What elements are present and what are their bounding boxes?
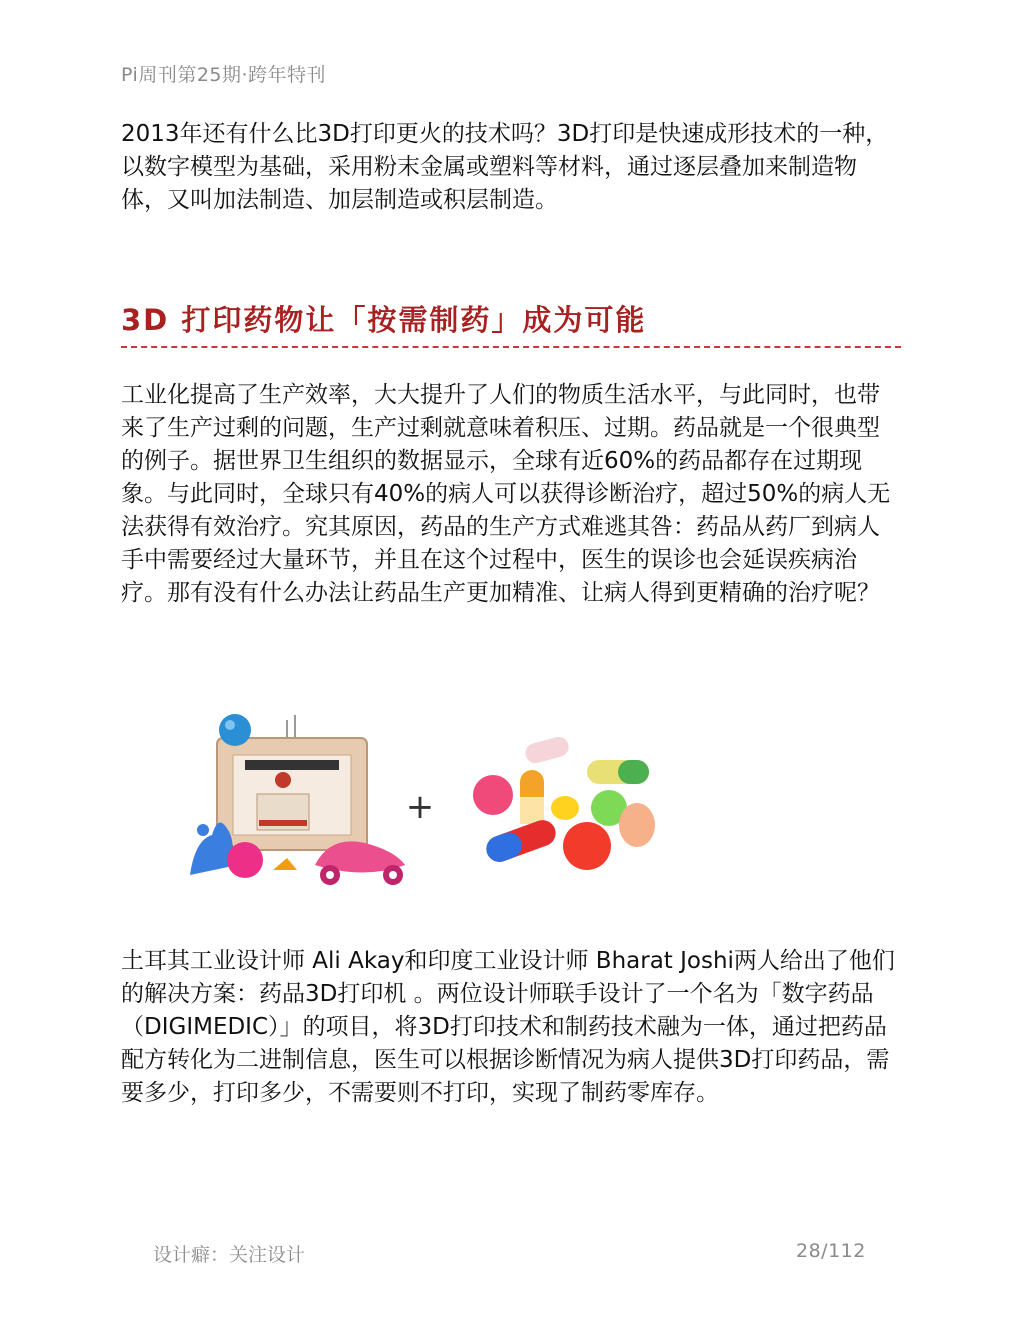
section-title: 3D 打印药物让「按需制药」成为可能: [121, 303, 647, 337]
magazine-header: Pi周刊第25期·跨年特刊: [121, 64, 327, 86]
intro-paragraph: 2013年还有什么比3D打印更火的技术吗？3D打印是快速成形技术的一种，以数字模型为基础，采用粉末金属或塑料等材料，通过逐层叠加来制造物体，又叫加法制造、加层制造或积层制造。: [121, 121, 889, 213]
printer-plus-pills-image: [175, 700, 675, 900]
page-number: 28/112: [796, 1240, 866, 1262]
footer-slogan: 设计癖：关注设计: [153, 1244, 306, 1266]
body-paragraph-2: 土耳其工业设计师 Ali Akay和印度工业设计师 Bharat Joshi两人给出了他们的解决方案：药品3D打印机 。两位设计师联手设计了一个名为「数字药品（DIGIMEDIC）」的项目，将3D打印技术和制药技术融为一体，通过把药品配方转化为二进制信息，医生可以根据诊断情况为病人提供3D打印药品，需要多少，打印多少，不需要则不打印，实现了制药零库存。: [121, 948, 895, 1106]
pills-illustration: [473, 735, 655, 870]
section-divider: [121, 346, 901, 348]
body-paragraph-1: 工业化提高了生产效率，大大提升了人们的物质生活水平，与此同时，也带来了生产过剩的问题，生产过剩就意味着积压、过期。药品就是一个很典型的例子。据世界卫生组织的数据显示，全球有近60%的药品都存在过期现象。与此同时，全球只有40%的病人可以获得诊断治疗，超过50%的病人无法获得有效治疗。究其原因，药品的生产方式难逃其咎：药品从药厂到病人手中需要经过大量环节，并且在这个过程中，医生的误诊也会延误疾病治疗。那有没有什么办法让药品生产更加精准、让病人得到更精确的治疗呢？: [121, 382, 891, 606]
plus-sign: +: [405, 787, 435, 827]
